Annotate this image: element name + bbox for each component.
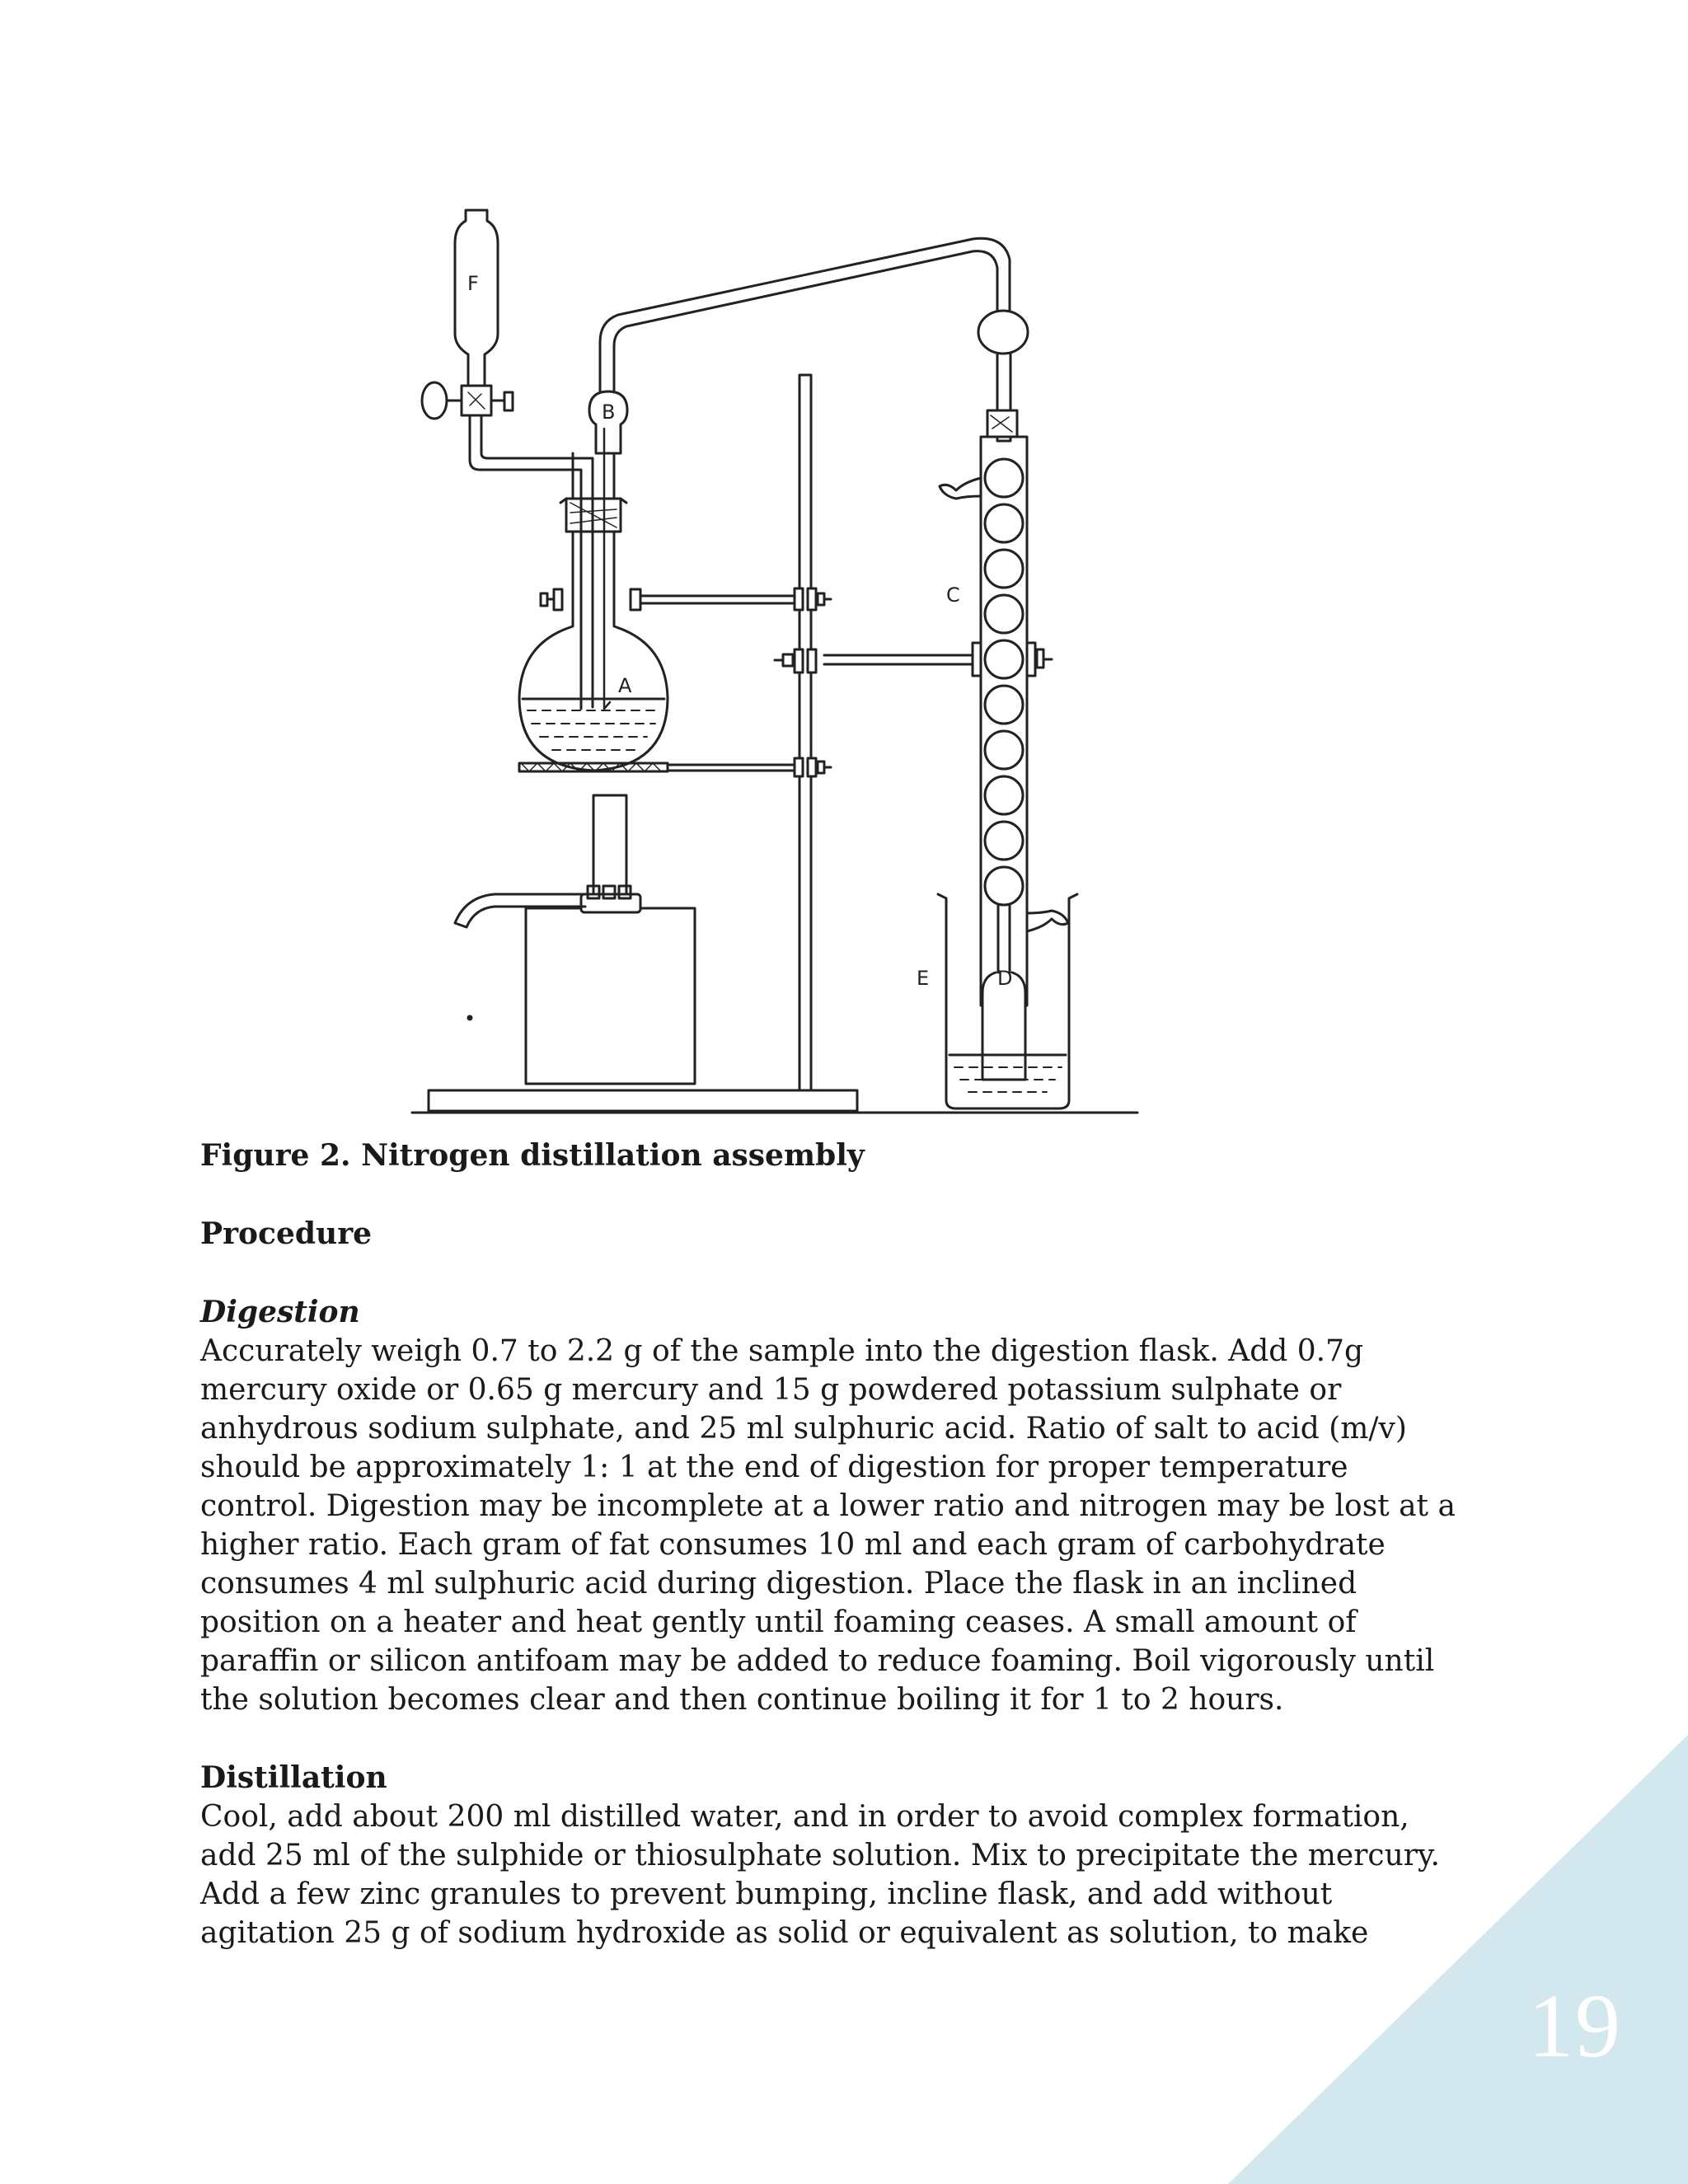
condenser	[775, 410, 1068, 1005]
distillation-assembly-figure	[396, 198, 1154, 1121]
text-line: consumes 4 ml sulphuric acid during digestion. Place the flask in an inclined	[200, 1567, 1357, 1601]
text-line: add 25 ml of the sulphide or thiosulphate solution. Mix to precipitate the mercury.	[200, 1839, 1440, 1872]
figure-label-d: D	[997, 967, 1013, 990]
figure-label-c: C	[946, 583, 960, 607]
figure-label-b: B	[602, 401, 616, 424]
text-line: mercury oxide or 0.65 g mercury and 15 g powdered potassium sulphate or	[200, 1373, 1342, 1407]
digestion-heading: Digestion	[200, 1295, 360, 1329]
burner	[455, 795, 695, 1084]
text-line: should be approximately 1: 1 at the end of digestion for proper temperature	[200, 1451, 1348, 1484]
figure-label-e: E	[917, 967, 930, 990]
figure-label-f: F	[467, 272, 479, 295]
text-line: Add a few zinc granules to prevent bumping, incline flask, and add without	[200, 1877, 1333, 1911]
digestion-flask	[519, 453, 831, 771]
text-line: anhydrous sodium sulphate, and 25 ml sulphuric acid. Ratio of salt to acid (m/v)	[200, 1412, 1407, 1446]
page-number: 19	[1528, 1975, 1622, 2076]
text-line: control. Digestion may be incomplete at a lower ratio and nitrogen may be lost at a	[200, 1489, 1456, 1523]
procedure-heading: Procedure	[200, 1216, 373, 1251]
text-line: position on a heater and heat gently until foaming ceases. A small amount of	[200, 1605, 1357, 1639]
text-line: Cool, add about 200 ml distilled water, and in order to avoid complex formation,	[200, 1800, 1409, 1834]
text-line: paraffin or silicon antifoam may be added to reduce foaming. Boil vigorously until	[200, 1644, 1435, 1678]
text-line: agitation 25 g of sodium hydroxide as solid or equivalent as solution, to make	[200, 1916, 1369, 1950]
receiving-beaker	[938, 894, 1077, 1108]
retort-stand	[799, 375, 811, 1090]
page-content	[200, 1136, 1568, 1952]
text-line: Accurately weigh 0.7 to 2.2 g of the sample into the digestion flask. Add 0.7g	[200, 1334, 1364, 1368]
dropping-funnel	[422, 210, 593, 709]
distillation-paragraph	[200, 1797, 1568, 1952]
digestion-paragraph	[200, 1332, 1568, 1719]
distillation-heading: Distillation	[200, 1760, 387, 1795]
text-line: the solution becomes clear and then continue boiling it for 1 to 2 hours.	[200, 1683, 1284, 1717]
figure-label-a: A	[618, 674, 632, 697]
figure-caption: Figure 2. Nitrogen distillation assembly	[200, 1138, 865, 1173]
text-line: higher ratio. Each gram of fat consumes 10 ml and each gram of carbohydrate	[200, 1528, 1386, 1562]
